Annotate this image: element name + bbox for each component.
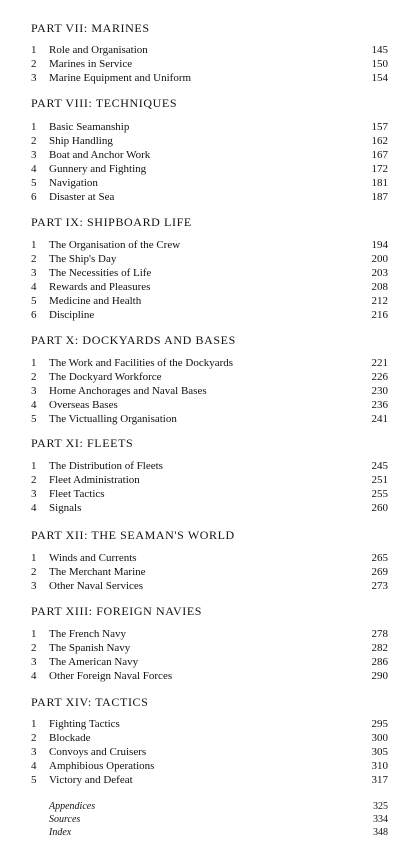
toc-entry xyxy=(0,384,416,398)
back-matter-title: Appendices xyxy=(49,801,96,812)
entry-number: 2 xyxy=(31,58,37,70)
toc-entry xyxy=(0,579,416,593)
entry-number: 3 xyxy=(31,488,37,500)
toc-entry xyxy=(0,717,416,731)
toc-entry xyxy=(0,473,416,487)
entry-page-number: 236 xyxy=(371,399,388,411)
entry-page-number: 221 xyxy=(371,357,388,369)
entry-title: The Ship's Day xyxy=(49,253,117,265)
entry-number: 3 xyxy=(31,580,37,592)
toc-entry xyxy=(0,134,416,148)
toc-entry xyxy=(0,266,416,280)
toc-entry xyxy=(0,308,416,322)
entry-number: 4 xyxy=(31,163,37,175)
toc-entry xyxy=(0,565,416,579)
entry-number: 3 xyxy=(31,746,37,758)
entry-page-number: 300 xyxy=(371,732,388,744)
entry-page-number: 269 xyxy=(371,566,388,578)
entry-number: 4 xyxy=(31,399,37,411)
toc-entry xyxy=(0,501,416,515)
entry-title: The French Navy xyxy=(49,628,126,640)
entry-page-number: 187 xyxy=(371,191,388,203)
toc-entry xyxy=(0,627,416,641)
toc-entry xyxy=(0,252,416,266)
toc-entry xyxy=(0,120,416,134)
entry-title: The Necessities of Life xyxy=(49,267,152,279)
toc-entry xyxy=(0,238,416,252)
entry-page-number: 167 xyxy=(371,149,388,161)
part-title: PART VII: MARINES xyxy=(31,21,150,35)
toc-entry xyxy=(0,759,416,773)
entry-title: Blockade xyxy=(49,732,91,744)
entry-number: 2 xyxy=(31,474,37,486)
part-title: PART XIII: FOREIGN NAVIES xyxy=(31,604,203,618)
entry-number: 5 xyxy=(31,774,37,786)
entry-page-number: 317 xyxy=(371,774,388,786)
entry-title: Fleet Administration xyxy=(49,474,140,486)
entry-number: 2 xyxy=(31,642,37,654)
toc-entry xyxy=(0,356,416,370)
entry-number: 1 xyxy=(31,239,37,251)
entry-title: Navigation xyxy=(49,177,98,189)
entry-title: The Spanish Navy xyxy=(49,642,131,654)
entry-page-number: 260 xyxy=(371,502,388,514)
entry-title: Other Foreign Naval Forces xyxy=(49,670,173,682)
back-matter-page-number: 334 xyxy=(373,814,388,825)
toc-entry xyxy=(0,745,416,759)
entry-page-number: 286 xyxy=(371,656,388,668)
entry-title: Amphibious Operations xyxy=(49,760,155,772)
entry-number: 2 xyxy=(31,253,37,265)
entry-page-number: 208 xyxy=(371,281,388,293)
entry-page-number: 282 xyxy=(371,642,388,654)
entry-page-number: 255 xyxy=(371,488,388,500)
back-matter-entry xyxy=(0,813,416,826)
toc-entry xyxy=(0,641,416,655)
toc-entry xyxy=(0,412,416,426)
entry-number: 1 xyxy=(31,552,37,564)
entry-page-number: 154 xyxy=(371,72,388,84)
entry-number: 6 xyxy=(31,191,37,203)
entry-number: 6 xyxy=(31,309,37,321)
toc-entry xyxy=(0,294,416,308)
part-title: PART XI: FLEETS xyxy=(31,436,134,450)
entry-page-number: 212 xyxy=(371,295,388,307)
entry-title: Rewards and Pleasures xyxy=(49,281,151,293)
back-matter-page-number: 348 xyxy=(373,827,388,838)
entry-page-number: 200 xyxy=(371,253,388,265)
entry-number: 5 xyxy=(31,295,37,307)
entry-number: 2 xyxy=(31,371,37,383)
entry-page-number: 265 xyxy=(371,552,388,564)
entry-number: 5 xyxy=(31,413,37,425)
entry-title: The Organisation of the Crew xyxy=(49,239,181,251)
entry-number: 3 xyxy=(31,385,37,397)
entry-title: Overseas Bases xyxy=(49,399,118,411)
entry-page-number: 150 xyxy=(371,58,388,70)
entry-title: The Victualling Organisation xyxy=(49,413,177,425)
entry-number: 1 xyxy=(31,718,37,730)
entry-page-number: 310 xyxy=(371,760,388,772)
entry-page-number: 241 xyxy=(371,413,388,425)
entry-title: The American Navy xyxy=(49,656,139,668)
entry-page-number: 251 xyxy=(371,474,388,486)
toc-entry xyxy=(0,43,416,57)
entry-page-number: 172 xyxy=(371,163,388,175)
entry-page-number: 278 xyxy=(371,628,388,640)
entry-number: 2 xyxy=(31,566,37,578)
part-title: PART VIII: TECHNIQUES xyxy=(31,96,178,110)
entry-title: Role and Organisation xyxy=(49,44,148,56)
toc-entry xyxy=(0,148,416,162)
toc-entry xyxy=(0,669,416,683)
entry-title: Other Naval Services xyxy=(49,580,144,592)
entry-title: The Distribution of Fleets xyxy=(49,460,163,472)
toc-entry xyxy=(0,398,416,412)
entry-number: 1 xyxy=(31,460,37,472)
toc-entry xyxy=(0,190,416,204)
entry-title: The Dockyard Workforce xyxy=(49,371,162,383)
entry-number: 2 xyxy=(31,135,37,147)
back-matter-title: Index xyxy=(49,827,72,838)
entry-page-number: 245 xyxy=(371,460,388,472)
entry-number: 3 xyxy=(31,72,37,84)
toc-entry xyxy=(0,487,416,501)
entry-page-number: 226 xyxy=(371,371,388,383)
toc-entry xyxy=(0,176,416,190)
entry-number: 2 xyxy=(31,732,37,744)
entry-title: The Merchant Marine xyxy=(49,566,146,578)
part-title: PART X: DOCKYARDS AND BASES xyxy=(31,333,236,347)
entry-number: 4 xyxy=(31,760,37,772)
entry-page-number: 145 xyxy=(371,44,388,56)
entry-number: 1 xyxy=(31,357,37,369)
entry-page-number: 216 xyxy=(371,309,388,321)
part-title: PART IX: SHIPBOARD LIFE xyxy=(31,215,192,229)
toc-entry xyxy=(0,459,416,473)
entry-number: 3 xyxy=(31,149,37,161)
entry-title: Signals xyxy=(49,502,82,514)
entry-title: Marines in Service xyxy=(49,58,133,70)
entry-number: 4 xyxy=(31,670,37,682)
entry-page-number: 305 xyxy=(371,746,388,758)
toc-entry xyxy=(0,57,416,71)
entry-page-number: 162 xyxy=(371,135,388,147)
back-matter-entry xyxy=(0,800,416,813)
entry-number: 4 xyxy=(31,502,37,514)
entry-page-number: 203 xyxy=(371,267,388,279)
toc-entry xyxy=(0,551,416,565)
entry-title: Medicine and Health xyxy=(49,295,142,307)
toc-entry xyxy=(0,370,416,384)
back-matter-entry xyxy=(0,826,416,839)
entry-title: Ship Handling xyxy=(49,135,113,147)
toc-entry xyxy=(0,731,416,745)
entry-title: Discipline xyxy=(49,309,95,321)
back-matter-page-number: 325 xyxy=(373,801,388,812)
entry-number: 3 xyxy=(31,656,37,668)
toc-entry xyxy=(0,162,416,176)
part-title: PART XII: THE SEAMAN'S WORLD xyxy=(31,528,235,542)
entry-title: Boat and Anchor Work xyxy=(49,149,151,161)
back-matter-title: Sources xyxy=(49,814,81,825)
entry-title: Gunnery and Fighting xyxy=(49,163,147,175)
entry-title: The Work and Facilities of the Dockyards xyxy=(49,357,234,369)
entry-number: 1 xyxy=(31,44,37,56)
entry-page-number: 181 xyxy=(371,177,388,189)
entry-page-number: 230 xyxy=(371,385,388,397)
toc-entry xyxy=(0,655,416,669)
entry-number: 3 xyxy=(31,267,37,279)
entry-page-number: 295 xyxy=(371,718,388,730)
entry-page-number: 273 xyxy=(371,580,388,592)
entry-page-number: 157 xyxy=(371,121,388,133)
entry-number: 1 xyxy=(31,121,37,133)
entry-page-number: 290 xyxy=(371,670,388,682)
entry-title: Fleet Tactics xyxy=(49,488,105,500)
part-title: PART XIV: TACTICS xyxy=(31,695,149,709)
entry-page-number: 194 xyxy=(371,239,388,251)
entry-title: Fighting Tactics xyxy=(49,718,120,730)
entry-title: Disaster at Sea xyxy=(49,191,115,203)
toc-entry xyxy=(0,773,416,787)
entry-title: Basic Seamanship xyxy=(49,121,130,133)
entry-title: Victory and Defeat xyxy=(49,774,133,786)
entry-number: 4 xyxy=(31,281,37,293)
toc-entry xyxy=(0,71,416,85)
entry-title: Winds and Currents xyxy=(49,552,137,564)
entry-title: Marine Equipment and Uniform xyxy=(49,72,192,84)
entry-number: 5 xyxy=(31,177,37,189)
entry-number: 1 xyxy=(31,628,37,640)
entry-title: Home Anchorages and Naval Bases xyxy=(49,385,207,397)
toc-entry xyxy=(0,280,416,294)
entry-title: Convoys and Cruisers xyxy=(49,746,147,758)
